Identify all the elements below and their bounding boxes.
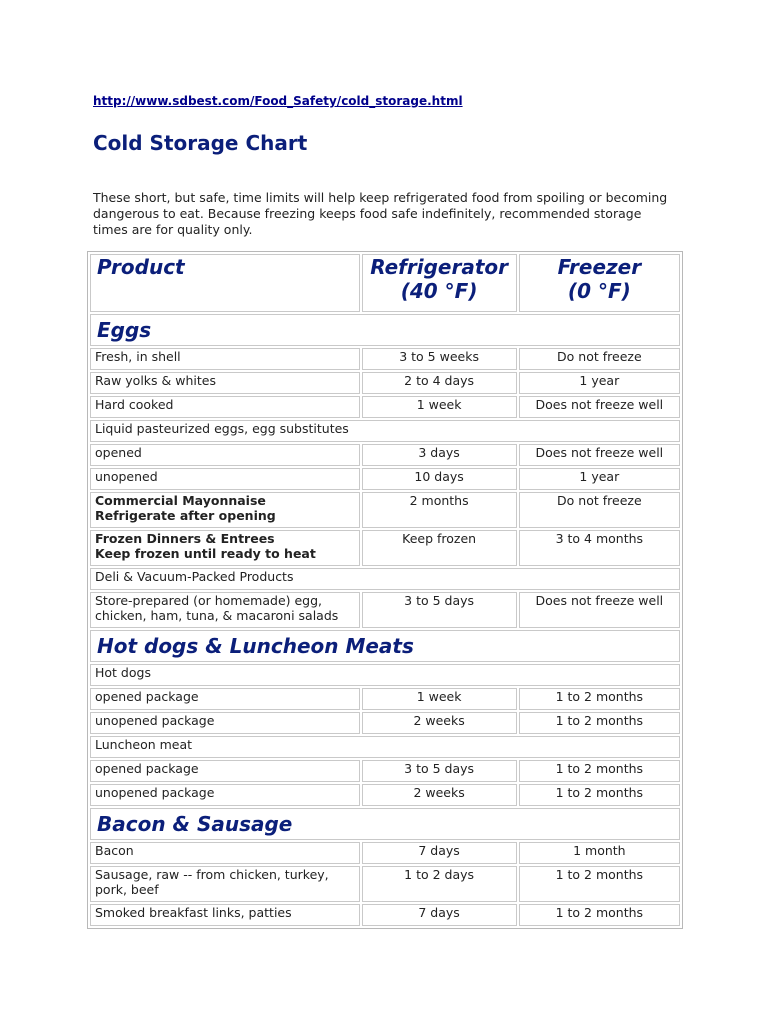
freezer-cell: Do not freeze xyxy=(519,492,680,528)
table-row xyxy=(90,568,680,590)
section-row-hotdogs xyxy=(90,630,680,662)
product-cell: Sausage, raw -- from chicken, turkey, pork, beef xyxy=(90,866,360,902)
header-freezer-label: Freezer xyxy=(557,255,642,279)
refrigerator-cell: 3 to 5 days xyxy=(362,760,517,782)
refrigerator-cell: 7 days xyxy=(362,904,517,926)
table-row xyxy=(90,396,680,418)
header-product: Product xyxy=(90,254,360,312)
freezer-cell: 1 to 2 months xyxy=(519,866,680,902)
source-link[interactable]: http://www.sdbest.com/Food_Safety/cold_storage.html xyxy=(93,94,463,108)
freezer-cell: Does not freeze well xyxy=(519,444,680,466)
header-refrigerator-temp: (40 °F) xyxy=(400,279,478,303)
freezer-cell: 1 to 2 months xyxy=(519,784,680,806)
refrigerator-cell: 1 to 2 days xyxy=(362,866,517,902)
product-cell: unopened package xyxy=(90,712,360,734)
refrigerator-cell: 2 to 4 days xyxy=(362,372,517,394)
refrigerator-cell: 3 to 5 weeks xyxy=(362,348,517,370)
table-row xyxy=(90,530,680,566)
table-row xyxy=(90,592,680,628)
product-cell: Raw yolks & whites xyxy=(90,372,360,394)
product-cell: opened xyxy=(90,444,360,466)
section-title: Hot dogs & Luncheon Meats xyxy=(90,630,680,662)
product-cell xyxy=(90,530,360,566)
table-row xyxy=(90,688,680,710)
product-cell: Luncheon meat xyxy=(90,736,680,758)
product-name: Commercial Mayonnaise xyxy=(95,493,266,508)
product-name: Frozen Dinners & Entrees xyxy=(95,531,275,546)
freezer-cell: 1 month xyxy=(519,842,680,864)
product-cell: Bacon xyxy=(90,842,360,864)
product-cell: opened package xyxy=(90,760,360,782)
refrigerator-cell: 2 weeks xyxy=(362,712,517,734)
product-cell: Deli & Vacuum-Packed Products xyxy=(90,568,680,590)
cold-storage-table xyxy=(87,251,683,929)
product-cell: opened package xyxy=(90,688,360,710)
freezer-cell: 1 to 2 months xyxy=(519,760,680,782)
refrigerator-cell: 1 week xyxy=(362,396,517,418)
refrigerator-cell: 10 days xyxy=(362,468,517,490)
header-freezer xyxy=(519,254,680,312)
section-title: Bacon & Sausage xyxy=(90,808,680,840)
table-row xyxy=(90,784,680,806)
table-row xyxy=(90,468,680,490)
product-cell: Liquid pasteurized eggs, egg substitutes xyxy=(90,420,680,442)
section-row-eggs xyxy=(90,314,680,346)
table-row xyxy=(90,760,680,782)
product-cell: Smoked breakfast links, patties xyxy=(90,904,360,926)
table-row xyxy=(90,492,680,528)
page-title: Cold Storage Chart xyxy=(93,131,308,155)
refrigerator-cell: 3 days xyxy=(362,444,517,466)
table-row xyxy=(90,372,680,394)
product-cell: Store-prepared (or homemade) egg, chicken, ham, tuna, & macaroni salads xyxy=(90,592,360,628)
product-cell: Hot dogs xyxy=(90,664,680,686)
table-row xyxy=(90,904,680,926)
product-cell: unopened package xyxy=(90,784,360,806)
freezer-cell: 1 to 2 months xyxy=(519,904,680,926)
freezer-cell: 3 to 4 months xyxy=(519,530,680,566)
table-row xyxy=(90,712,680,734)
refrigerator-cell: 7 days xyxy=(362,842,517,864)
section-row-bacon xyxy=(90,808,680,840)
refrigerator-cell: 2 weeks xyxy=(362,784,517,806)
freezer-cell: Does not freeze well xyxy=(519,592,680,628)
product-note: Keep frozen until ready to heat xyxy=(95,546,316,561)
product-note: Refrigerate after opening xyxy=(95,508,276,523)
product-cell xyxy=(90,492,360,528)
freezer-cell: Do not freeze xyxy=(519,348,680,370)
product-cell: Hard cooked xyxy=(90,396,360,418)
product-cell: unopened xyxy=(90,468,360,490)
table-row xyxy=(90,664,680,686)
product-cell: Fresh, in shell xyxy=(90,348,360,370)
refrigerator-cell: 3 to 5 days xyxy=(362,592,517,628)
intro-paragraph: These short, but safe, time limits will help keep refrigerated food from spoiling or becoming dangerous to eat. Because freezing keeps food safe indefinitely, recommended storage times are for quality only. xyxy=(93,190,668,237)
table-row xyxy=(90,866,680,902)
table-row xyxy=(90,444,680,466)
freezer-cell: 1 year xyxy=(519,372,680,394)
section-title: Eggs xyxy=(90,314,680,346)
table-row xyxy=(90,348,680,370)
header-refrigerator xyxy=(362,254,517,312)
header-freezer-temp: (0 °F) xyxy=(567,279,631,303)
freezer-cell: 1 to 2 months xyxy=(519,712,680,734)
table-header-row xyxy=(90,254,680,312)
freezer-cell: Does not freeze well xyxy=(519,396,680,418)
freezer-cell: 1 to 2 months xyxy=(519,688,680,710)
table-row xyxy=(90,842,680,864)
table-row xyxy=(90,736,680,758)
refrigerator-cell: 1 week xyxy=(362,688,517,710)
header-refrigerator-label: Refrigerator xyxy=(370,255,508,279)
table-row xyxy=(90,420,680,442)
refrigerator-cell: 2 months xyxy=(362,492,517,528)
refrigerator-cell: Keep frozen xyxy=(362,530,517,566)
freezer-cell: 1 year xyxy=(519,468,680,490)
